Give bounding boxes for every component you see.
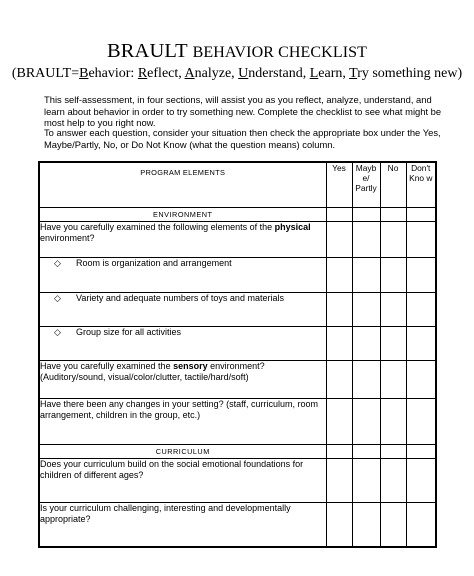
maybe-checkbox-cell[interactable] xyxy=(352,327,380,361)
bullet-room-organization xyxy=(39,258,326,293)
title-rest: BEHAVIOR CHECKLIST xyxy=(192,44,367,61)
header-program-elements: PROGRAM ELEMENTS xyxy=(39,162,326,208)
header-no: No xyxy=(380,162,406,208)
intro-paragraph-2: To answer each question, consider your situation then check the appropriate box under the Yes, Maybe/Partly, No, or Do Not Know (what the question means) column. xyxy=(44,127,441,150)
section-label-curriculum: CURRICULUM xyxy=(39,445,326,459)
yes-checkbox-cell[interactable] xyxy=(326,327,352,361)
checkbox-cell[interactable] xyxy=(380,445,406,459)
behavior-checklist-table xyxy=(38,161,437,548)
table-row xyxy=(39,222,436,258)
checkbox-cell[interactable] xyxy=(406,445,436,459)
bullet-group-size xyxy=(39,327,326,361)
checkbox-cell[interactable] xyxy=(380,208,406,222)
checkbox-cell[interactable] xyxy=(352,208,380,222)
header-dont-know: Don't Kno w xyxy=(406,162,436,208)
question-text: environment? (Auditory/sound, visual/color/clutter, tactile/hard/soft) xyxy=(40,361,265,383)
table-row xyxy=(39,459,436,503)
maybe-checkbox-cell[interactable] xyxy=(352,293,380,327)
maybe-checkbox-cell[interactable] xyxy=(352,222,380,258)
checkbox-cell[interactable] xyxy=(326,445,352,459)
bullet-icon: ◇ xyxy=(54,327,61,337)
yes-checkbox-cell[interactable] xyxy=(326,503,352,547)
subtitle-word: ehavior: xyxy=(88,66,135,81)
yes-checkbox-cell[interactable] xyxy=(326,361,352,399)
section-label-environment: ENVIRONMENT xyxy=(39,208,326,222)
question-emphasis: sensory xyxy=(173,361,208,371)
subtitle-word: earn, xyxy=(318,66,346,81)
intro-paragraph-1: This self-assessment, in four sections, will assist you as you reflect, analyze, understand, and learn about behavior in order to try something new. Complete the checklist to see what might be most help to you right now. xyxy=(44,94,442,129)
question-text: Have you carefully examined the xyxy=(40,361,174,371)
bullet-icon: ◇ xyxy=(54,293,61,303)
checkbox-cell[interactable] xyxy=(326,208,352,222)
bullet-toys-materials xyxy=(39,293,326,327)
maybe-checkbox-cell[interactable] xyxy=(352,361,380,399)
dont-know-checkbox-cell[interactable] xyxy=(406,503,436,547)
header-maybe-partly: Mayb e/ Partly xyxy=(352,162,380,208)
maybe-checkbox-cell[interactable] xyxy=(352,503,380,547)
yes-checkbox-cell[interactable] xyxy=(326,222,352,258)
yes-checkbox-cell[interactable] xyxy=(326,459,352,503)
no-checkbox-cell[interactable] xyxy=(380,327,406,361)
dont-know-checkbox-cell[interactable] xyxy=(406,399,436,445)
question-emphasis: physical xyxy=(274,222,311,232)
question-setting-changes: Have there been any changes in your setting? (staff, curriculum, room arrangement, children in the group, etc.) xyxy=(39,399,326,445)
page-title xyxy=(0,40,474,63)
yes-checkbox-cell[interactable] xyxy=(326,258,352,293)
subtitle-initial: A xyxy=(184,66,195,81)
table-row xyxy=(39,399,436,445)
subtitle-word: nderstand, xyxy=(248,66,307,81)
checkbox-cell[interactable] xyxy=(406,208,436,222)
bullet-text: Variety and adequate numbers of toys and materials xyxy=(76,293,284,303)
bullet-icon: ◇ xyxy=(54,258,61,268)
maybe-checkbox-cell[interactable] xyxy=(352,258,380,293)
subtitle-word: eflect, xyxy=(147,66,182,81)
checkbox-cell[interactable] xyxy=(352,445,380,459)
subtitle-initial: U xyxy=(238,66,249,81)
dont-know-checkbox-cell[interactable] xyxy=(406,361,436,399)
section-row-curriculum xyxy=(39,445,436,459)
title-first: BRAULT xyxy=(107,40,188,62)
no-checkbox-cell[interactable] xyxy=(380,503,406,547)
dont-know-checkbox-cell[interactable] xyxy=(406,327,436,361)
question-text: Have you carefully examined the following elements of the xyxy=(40,222,275,232)
dont-know-checkbox-cell[interactable] xyxy=(406,258,436,293)
subtitle-word: ry something new) xyxy=(357,66,463,81)
subtitle-initial: T xyxy=(349,66,358,81)
bullet-text: Room is organization and arrangement xyxy=(76,258,232,268)
bullet-text: Group size for all activities xyxy=(76,327,182,337)
table-header-row xyxy=(39,162,436,208)
page-subtitle xyxy=(0,66,474,82)
dont-know-checkbox-cell[interactable] xyxy=(406,459,436,503)
subtitle-initial: B xyxy=(79,66,89,81)
dont-know-checkbox-cell[interactable] xyxy=(406,293,436,327)
no-checkbox-cell[interactable] xyxy=(380,459,406,503)
question-social-emotional-foundations: Does your curriculum build on the social emotional foundations for children of different ages? xyxy=(39,459,326,503)
question-sensory-environment xyxy=(39,361,326,399)
question-curriculum-challenging: Is your curriculum challenging, interesting and developmentally appropriate? xyxy=(39,503,326,547)
table-row xyxy=(39,258,436,293)
subtitle-initial: L xyxy=(309,66,319,81)
dont-know-checkbox-cell[interactable] xyxy=(406,222,436,258)
maybe-checkbox-cell[interactable] xyxy=(352,399,380,445)
question-text: environment? xyxy=(40,233,95,244)
no-checkbox-cell[interactable] xyxy=(380,258,406,293)
section-row-environment xyxy=(39,208,436,222)
no-checkbox-cell[interactable] xyxy=(380,399,406,445)
yes-checkbox-cell[interactable] xyxy=(326,293,352,327)
table-row xyxy=(39,361,436,399)
table-row xyxy=(39,503,436,547)
yes-checkbox-cell[interactable] xyxy=(326,399,352,445)
question-physical-environment xyxy=(39,222,326,258)
subtitle-word: nalyze, xyxy=(194,66,235,81)
maybe-checkbox-cell[interactable] xyxy=(352,459,380,503)
no-checkbox-cell[interactable] xyxy=(380,361,406,399)
header-yes: Yes xyxy=(326,162,352,208)
subtitle-initial: R xyxy=(137,66,148,81)
table-row xyxy=(39,327,436,361)
no-checkbox-cell[interactable] xyxy=(380,293,406,327)
no-checkbox-cell[interactable] xyxy=(380,222,406,258)
table-row xyxy=(39,293,436,327)
subtitle-open: (BRAULT= xyxy=(11,66,80,81)
